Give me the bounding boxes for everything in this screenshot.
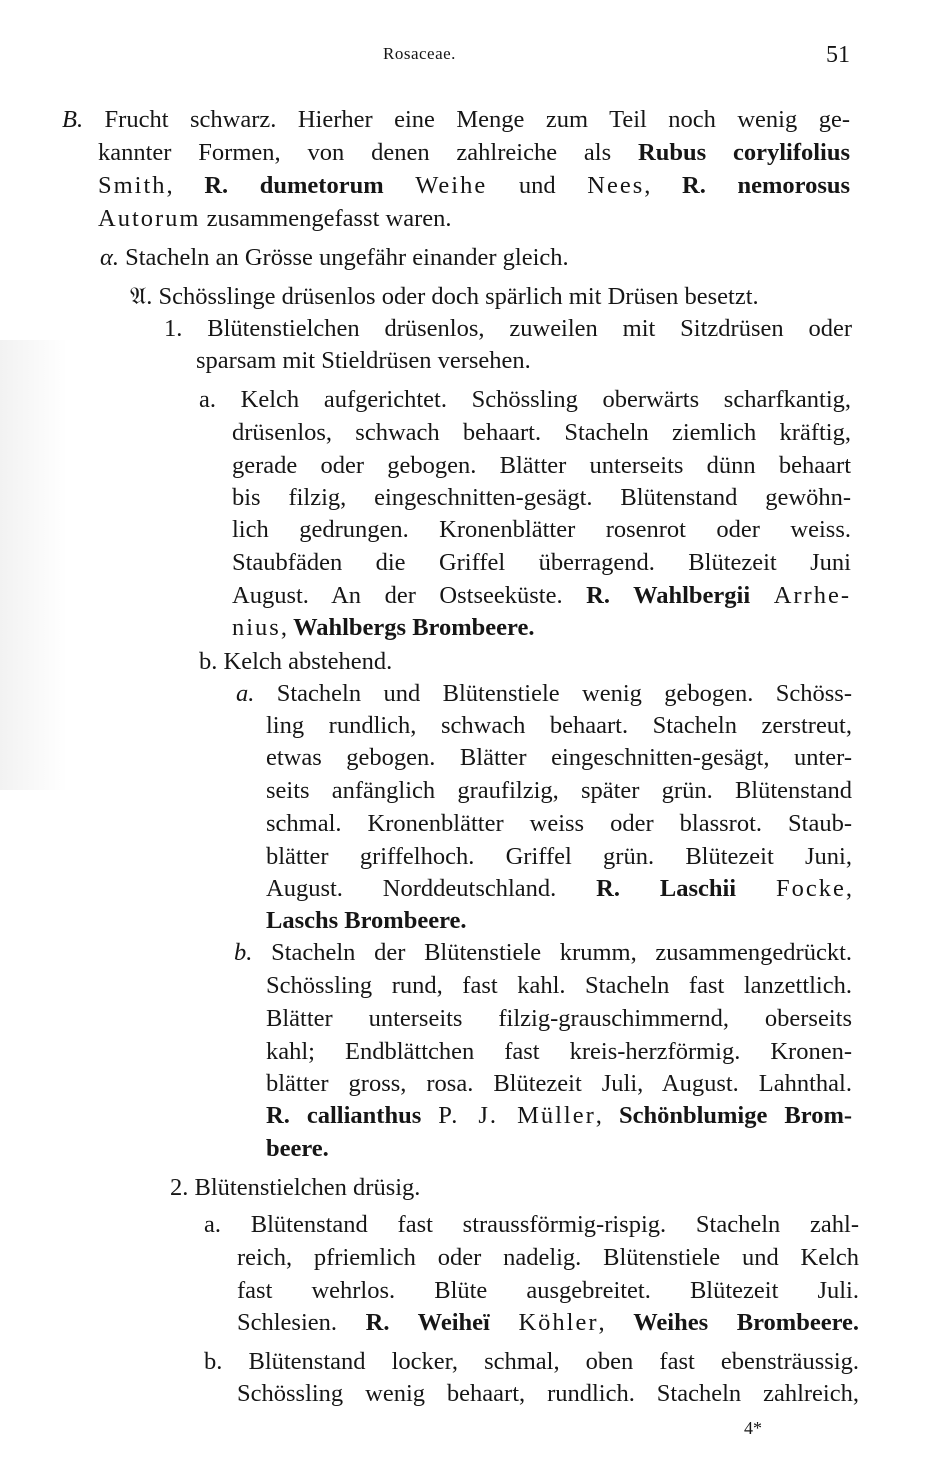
bold-run: Rubus corylifolius: [638, 139, 850, 166]
text-line: drüsenlos, schwach behaart. Stacheln ziemlich kräftig,: [232, 419, 851, 446]
page-edge-shadow: [0, 340, 68, 790]
bold-run: R. Wahlbergii: [586, 582, 751, 609]
text-line: [266, 1133, 329, 1166]
text-line: R. callianthus P. J. Müller, Schönblumige Brom-: [266, 1102, 853, 1129]
text-line: kahl; Endblättchen fast kreis-herzförmig. Kronen-: [266, 1038, 852, 1065]
spaced-run: Arrhe-: [773, 582, 851, 609]
text-line: a. Stacheln und Blütenstiele wenig gebogen. Schöss-: [236, 680, 852, 707]
text-line: a. Blütenstand fast straussförmig-rispig. Stacheln zahl-: [204, 1211, 859, 1238]
text-line: schmal. Kronenblätter weiss oder blassrot. Staub-: [266, 810, 852, 837]
text-line: Smith, R. dumetorum Weihe und Nees, R. nemorosus: [98, 172, 851, 199]
running-title: Rosaceae.: [383, 44, 456, 63]
bold-run: R. Laschii: [596, 875, 737, 902]
text-line: reich, pfriemlich oder nadelig. Blütenstiele und Kelch: [237, 1244, 859, 1271]
text-line: α. Stacheln an Grösse ungefähr einander gleich.: [100, 244, 569, 271]
page-number: 51: [826, 42, 850, 68]
italic-run: α.: [100, 244, 119, 271]
page-header: [0, 40, 930, 80]
spaced-run: Weihe: [415, 172, 488, 199]
spaced-run: Köhler: [518, 1309, 599, 1336]
text-line: Staubfäden die Griffel überragend. Blütezeit Juni: [232, 549, 851, 576]
bold-run: Laschs Brombeere.: [266, 907, 467, 934]
text-line: etwas gebogen. Blätter eingeschnitten-gesägt, unter-: [266, 744, 852, 771]
text-line: August. Norddeutschland. R. Laschii Focke,: [266, 875, 852, 902]
text-line: seits anfänglich graufilzig, später grün. Blütenstand: [266, 777, 852, 804]
text-line: Schlesien. R. Weiheï Köhler, Weihes Brombeere.: [237, 1309, 860, 1336]
bold-run: Wahlbergs Brombeere.: [293, 614, 535, 641]
spaced-run: Autorum: [98, 205, 201, 232]
italic-run: a.: [236, 680, 255, 707]
text-line: Schössling rund, fast kahl. Stacheln fast lanzettlich.: [266, 972, 852, 999]
bold-run: Schönblumige Brom-: [618, 1102, 853, 1129]
text-line: nius, Wahlbergs Brombeere.: [232, 614, 535, 641]
italic-run: b.: [234, 939, 253, 966]
signature-mark: 4*: [744, 1418, 762, 1438]
text-line: Blätter unterseits filzig-grauschimmernd, oberseits: [266, 1005, 852, 1032]
text-line: 1. Blütenstielchen drüsenlos, zuweilen mit Sitzdrüsen oder: [164, 315, 852, 342]
text-line: b. Blütenstand locker, schmal, oben fast ebensträussig.: [204, 1348, 859, 1375]
text-line: 2. Blütenstielchen drüsig.: [170, 1174, 421, 1201]
text-line: bis filzig, eingeschnitten-gesägt. Blütenstand gewöhn-: [232, 484, 851, 511]
bold-run: beere.: [266, 1135, 329, 1162]
spaced-run: P. J. Müller: [438, 1102, 596, 1129]
text-line: August. An der Ostseeküste. R. Wahlbergii Arrhe-: [232, 582, 851, 609]
text-line: B. Frucht schwarz. Hierher eine Menge zum Teil noch wenig ge-: [62, 106, 850, 133]
text-line: fast wehrlos. Blüte ausgebreitet. Blütezeit Juli.: [237, 1277, 859, 1304]
text-line: Autorum zusammengefasst waren.: [98, 205, 452, 232]
text-line: ling rundlich, schwach behaart. Stacheln zerstreut,: [266, 712, 852, 739]
text-line: kannter Formen, von denen zahlreiche als Rubus corylifolius: [98, 139, 850, 166]
bold-run: R. callianthus: [266, 1102, 422, 1129]
text-line: blätter griffelhoch. Griffel grün. Blütezeit Juni,: [266, 843, 852, 870]
text-line: blätter gross, rosa. Blütezeit Juli, August. Lahnthal.: [266, 1070, 852, 1097]
spaced-run: nius: [232, 614, 281, 641]
text-line: b. Stacheln der Blütenstiele krumm, zusammengedrückt.: [234, 939, 852, 966]
text-line: a. Kelch aufgerichtet. Schössling oberwärts scharfkantig,: [199, 386, 851, 413]
spaced-run: Nees: [587, 172, 645, 199]
bold-run: R. Weiheï: [365, 1309, 490, 1336]
italic-run: B.: [62, 106, 84, 133]
text-line: [266, 905, 467, 938]
text-line: sparsam mit Stieldrüsen versehen.: [196, 347, 531, 374]
text-line: 𝔄. Schösslinge drüsenlos oder doch spärlich mit Drüsen besetzt.: [130, 283, 759, 310]
text-line: Schössling wenig behaart, rundlich. Stacheln zahlreich,: [237, 1380, 859, 1407]
text-line: gerade oder gebogen. Blätter unterseits dünn behaart: [232, 452, 851, 479]
spaced-run: Focke: [776, 875, 846, 902]
spaced-run: Smith: [98, 172, 167, 199]
bold-run: R. nemorosus: [682, 172, 851, 199]
text-line: lich gedrungen. Kronenblätter rosenrot oder weiss.: [232, 516, 851, 543]
text-line: b. Kelch abstehend.: [199, 648, 393, 675]
bold-run: Weihes Brombeere.: [633, 1309, 860, 1336]
bold-run: R. dumetorum: [204, 172, 384, 199]
